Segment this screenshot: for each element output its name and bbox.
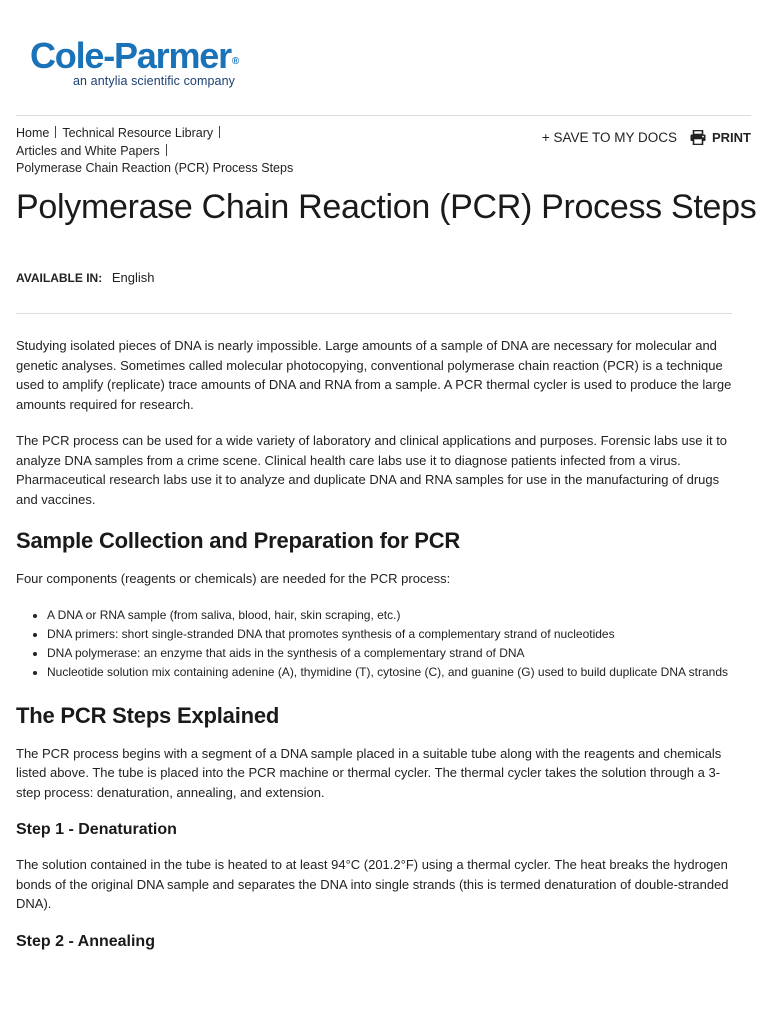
section-heading-sample-collection: Sample Collection and Preparation for PCR bbox=[16, 528, 461, 553]
content-divider bbox=[16, 313, 732, 314]
components-list bbox=[16, 606, 732, 683]
print-button[interactable] bbox=[690, 130, 751, 145]
intro-paragraph-2: The PCR process can be used for a wide variety of laboratory and clinical applications and purposes. Forensic labs use it to analyze DNA samples from a crime scene. Clinical health care labs use it to diagnose patients infected from a virus. Pharmaceutical research labs use it to analyze and duplicate DNA and RNA samples for use in the manufacturing of drugs and vaccines. bbox=[16, 433, 728, 507]
page-actions bbox=[542, 130, 751, 145]
step-2-heading: Step 2 - Annealing bbox=[16, 932, 155, 950]
logo-wordmark bbox=[30, 36, 270, 76]
language-english-link[interactable]: English bbox=[111, 270, 155, 285]
page-title: Polymerase Chain Reaction (PCR) Process Steps bbox=[16, 188, 757, 226]
step-1-heading: Step 1 - Denaturation bbox=[16, 821, 177, 839]
breadcrumb-articles-white-papers[interactable]: Articles and White Papers bbox=[16, 143, 160, 158]
list-item: • A DNA or RNA sample (from saliva, blood, hair, skin scraping, etc.) bbox=[47, 606, 732, 625]
breadcrumb-technical-resource-library[interactable]: Technical Resource Library bbox=[62, 126, 214, 140]
printer-icon bbox=[690, 130, 706, 145]
pcr-steps-paragraph: The PCR process begins with a segment of a DNA sample placed in a suitable tube along with the reagents and chemicals listed above. The tube is placed into the PCR machine or thermal cycler. The thermal cycler takes the solution through a 3-step process: denaturation, annealing, and extension. bbox=[16, 745, 722, 800]
breadcrumb-separator bbox=[55, 126, 56, 138]
header-divider bbox=[16, 115, 751, 116]
list-item: • DNA polymerase: an enzyme that aids in the synthesis of a complementary strand of DNA bbox=[47, 644, 732, 663]
logo-registered-mark: ® bbox=[231, 56, 239, 67]
cole-parmer-logo[interactable] bbox=[30, 36, 270, 96]
breadcrumb bbox=[16, 125, 346, 178]
list-item: • Nucleotide solution mix containing adenine (A), thymidine (T), cytosine (C), and guanine (G) used to build duplicate DNA strands bbox=[47, 663, 732, 682]
intro-paragraph-1: Studying isolated pieces of DNA is nearly impossible. Large amounts of a sample of DNA are necessary for molecular and genetic analyses. Sometimes called molecular photocopying, conventional polymerase chain reaction (PCR) is a technique used to amplify (replicate) trace amounts of DNA and RNA from a sample. A PCR thermal cycler is used to produce the large amounts required for research. bbox=[16, 338, 732, 412]
breadcrumb-line-3 bbox=[16, 160, 346, 178]
print-label: PRINT bbox=[712, 130, 751, 145]
breadcrumb-line-1 bbox=[16, 125, 346, 143]
logo-tagline: an antylia scientific company bbox=[73, 74, 236, 88]
available-in-label: AVAILABLE IN: bbox=[16, 271, 103, 285]
logo-text: Cole-Parmer bbox=[30, 35, 231, 76]
breadcrumb-separator bbox=[219, 126, 220, 138]
article-body bbox=[16, 336, 732, 967]
section-heading-pcr-steps: The PCR Steps Explained bbox=[16, 702, 280, 728]
available-languages bbox=[16, 270, 154, 285]
section-lead: Four components (reagents or chemicals) are needed for the PCR process: bbox=[16, 571, 451, 586]
save-to-my-docs-button[interactable]: + SAVE TO MY DOCS bbox=[541, 130, 677, 145]
breadcrumb-home[interactable]: Home bbox=[16, 126, 50, 140]
breadcrumb-line-2 bbox=[16, 143, 346, 161]
step-1-paragraph: The solution contained in the tube is heated to at least 94°C (201.2°F) using a thermal cycler. The heat breaks the hydrogen bonds of the original DNA sample and separates the DNA into single strands (this is termed denaturation of double-stranded DNA). bbox=[16, 857, 729, 912]
list-item: • DNA primers: short single-stranded DNA that promotes synthesis of a complementary strand of nucleotides bbox=[47, 625, 732, 644]
breadcrumb-current-page: Polymerase Chain Reaction (PCR) Process Steps bbox=[16, 161, 294, 175]
breadcrumb-separator bbox=[166, 144, 167, 156]
